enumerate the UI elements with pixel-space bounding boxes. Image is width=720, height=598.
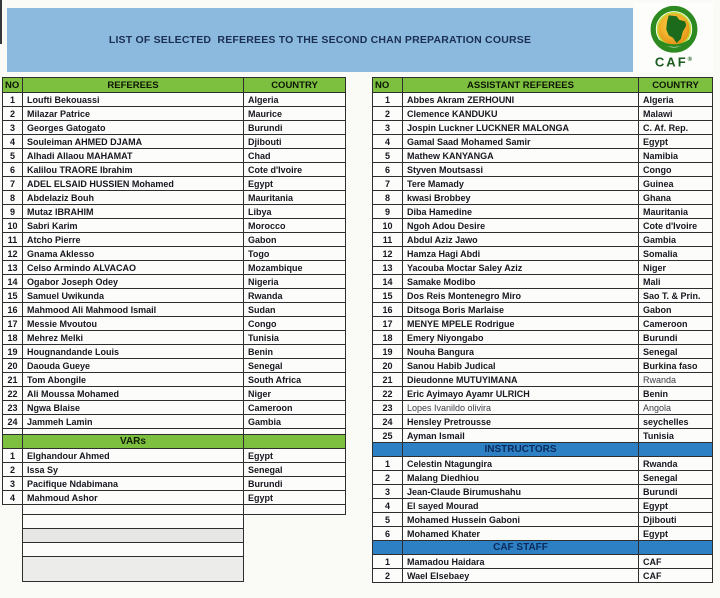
country-cell: Egypt: [639, 499, 713, 513]
name-cell: Celso Armindo ALVACAO: [23, 261, 244, 275]
name-cell: ADEL ELSAID HUSSIEN Mohamed: [23, 177, 244, 191]
table-row: [3, 463, 346, 477]
country-cell: Egypt: [639, 135, 713, 149]
row-number-cell: 10: [3, 219, 23, 233]
name-cell: Mathew KANYANGA: [403, 149, 639, 163]
table-row: [3, 331, 346, 345]
name-cell: Malang Diedhiou: [403, 471, 639, 485]
row-number-cell: 4: [373, 499, 403, 513]
country-cell: Malawi: [639, 107, 713, 121]
table-row: [3, 247, 346, 261]
table-row: [3, 401, 346, 415]
page-title: LIST OF SELECTED REFEREES TO THE SECOND CHAN PREPARATION COURSE: [108, 34, 532, 46]
country-cell: Namibia: [639, 149, 713, 163]
row-number-cell: 6: [3, 163, 23, 177]
table-row: [3, 289, 346, 303]
name-cell: Dos Reis Montenegro Miro: [403, 289, 639, 303]
country-cell: Senegal: [244, 463, 346, 477]
row-number-cell: 2: [3, 107, 23, 121]
table-row: [3, 93, 346, 107]
name-cell: Samake Modibo: [403, 275, 639, 289]
name-cell: Loufti Bekouassi: [23, 93, 244, 107]
row-number-cell: 3: [373, 121, 403, 135]
table-row: [373, 205, 713, 219]
row-number-cell: 11: [3, 233, 23, 247]
name-cell: Mahmoud Ashor: [23, 491, 244, 505]
table-row: [373, 163, 713, 177]
column-header-no: NO: [373, 78, 403, 93]
name-cell: Eric Ayimayo Ayamr ULRICH: [403, 387, 639, 401]
name-cell: Ngoh Adou Desire: [403, 219, 639, 233]
empty-row: [3, 543, 346, 557]
name-cell: Ayman Ismail: [403, 429, 639, 443]
name-cell: Jean-Claude Birumushahu: [403, 485, 639, 499]
table-row: [373, 93, 713, 107]
country-cell: Sao T. & Prin.: [639, 289, 713, 303]
name-cell: Lopes Ivanildo olivira: [403, 401, 639, 415]
name-cell: kwasi Brobbey: [403, 191, 639, 205]
row-number-cell: 3: [373, 485, 403, 499]
country-cell: Libya: [244, 205, 346, 219]
table-row: [373, 289, 713, 303]
row-number-cell: 4: [3, 135, 23, 149]
row-number-cell: 8: [373, 191, 403, 205]
table-row: [373, 373, 713, 387]
country-cell: Cote d'Ivoire: [244, 163, 346, 177]
name-cell: Hougnandande Louis: [23, 345, 244, 359]
name-cell: Daouda Gueye: [23, 359, 244, 373]
country-cell: Tunisia: [244, 331, 346, 345]
name-cell: Ditsoga Boris Marlaise: [403, 303, 639, 317]
column-header-referees: REFEREES: [23, 78, 244, 93]
instructors-section-header: [373, 443, 713, 457]
table-row: [3, 491, 346, 505]
row-number-cell: 25: [373, 429, 403, 443]
row-number-cell: 14: [373, 275, 403, 289]
empty-row: [3, 529, 346, 543]
table-row: [3, 135, 346, 149]
name-cell: Jospin Luckner LUCKNER MALONGA: [403, 121, 639, 135]
name-cell: Abbes Akram ZERHOUNI: [403, 93, 639, 107]
name-cell: Mamadou Haidara: [403, 555, 639, 569]
name-cell: Mohamed Hussein Gaboni: [403, 513, 639, 527]
row-number-cell: 20: [3, 359, 23, 373]
row-number-cell: 4: [3, 491, 23, 505]
table-row: [373, 415, 713, 429]
country-cell: Ghana: [639, 191, 713, 205]
country-cell: Mali: [639, 275, 713, 289]
name-cell: Messie Mvoutou: [23, 317, 244, 331]
row-number-cell: 15: [373, 289, 403, 303]
row-number-cell: 21: [373, 373, 403, 387]
table-row: [373, 387, 713, 401]
country-cell: Cameroon: [244, 401, 346, 415]
vars-section-header: [3, 435, 346, 449]
table-row: [373, 177, 713, 191]
table-row: [373, 135, 713, 149]
caf-staff-section-header: [373, 541, 713, 555]
name-cell: Kalilou TRAORE Ibrahim: [23, 163, 244, 177]
row-number-cell: 8: [3, 191, 23, 205]
row-number-cell: 20: [373, 359, 403, 373]
country-cell: Senegal: [639, 345, 713, 359]
name-cell: El sayed Mourad: [403, 499, 639, 513]
row-number-cell: 22: [373, 387, 403, 401]
table-row: [3, 477, 346, 491]
instructors-label: INSTRUCTORS: [403, 443, 639, 457]
country-cell: seychelles: [639, 415, 713, 429]
table-row: [373, 527, 713, 541]
table-row: [373, 261, 713, 275]
table-row: [3, 373, 346, 387]
name-cell: Celestin Ntagungira: [403, 457, 639, 471]
table-row: [373, 429, 713, 443]
name-cell: Abdul Aziz Jawo: [403, 233, 639, 247]
row-number-cell: 6: [373, 527, 403, 541]
table-row: [373, 121, 713, 135]
name-cell: Tom Abongile: [23, 373, 244, 387]
scan-edge-artifact: [0, 0, 2, 44]
row-number-cell: 1: [3, 93, 23, 107]
table-row: [373, 303, 713, 317]
row-number-cell: 21: [3, 373, 23, 387]
name-cell: Hensley Pretrousse: [403, 415, 639, 429]
referees-header: [3, 78, 346, 93]
country-cell: Chad: [244, 149, 346, 163]
country-cell: Rwanda: [639, 457, 713, 471]
table-row: [3, 121, 346, 135]
table-row: [3, 359, 346, 373]
assistant-referees-rows: [373, 93, 713, 443]
column-header-no: NO: [3, 78, 23, 93]
country-cell: Egypt: [244, 491, 346, 505]
table-row: [373, 317, 713, 331]
name-cell: Tere Mamady: [403, 177, 639, 191]
country-cell: Gabon: [639, 303, 713, 317]
name-cell: Ngwa Blaise: [23, 401, 244, 415]
row-number-cell: 13: [3, 261, 23, 275]
name-cell: Samuel Uwikunda: [23, 289, 244, 303]
name-cell: Gamal Saad Mohamed Samir: [403, 135, 639, 149]
table-row: [373, 275, 713, 289]
country-cell: Maurice: [244, 107, 346, 121]
caf-staff-section: [373, 541, 713, 555]
country-cell: Djibouti: [244, 135, 346, 149]
table-row: [373, 345, 713, 359]
row-number-cell: 2: [373, 107, 403, 121]
vars-label: VARs: [23, 435, 244, 449]
country-cell: Rwanda: [244, 289, 346, 303]
table-row: [3, 149, 346, 163]
country-cell: Senegal: [639, 471, 713, 485]
table-row: [373, 499, 713, 513]
country-cell: Guinea: [639, 177, 713, 191]
column-header-country: COUNTRY: [639, 78, 713, 93]
table-row: [3, 387, 346, 401]
country-cell: Benin: [244, 345, 346, 359]
empty-row: [3, 557, 346, 582]
empty-row: [3, 515, 346, 529]
name-cell: Mutaz IBRAHIM: [23, 205, 244, 219]
name-cell: Emery Niyongabo: [403, 331, 639, 345]
row-number-cell: 19: [3, 345, 23, 359]
caf-staff-label: CAF STAFF: [403, 541, 639, 555]
name-cell: Milazar Patrice: [23, 107, 244, 121]
name-cell: Sabri Karim: [23, 219, 244, 233]
name-cell: Styven Moutsassi: [403, 163, 639, 177]
row-number-cell: 9: [3, 205, 23, 219]
assistant-referees-header: [373, 78, 713, 93]
country-cell: Algeria: [639, 93, 713, 107]
name-cell: Issa Sy: [23, 463, 244, 477]
row-number-cell: 16: [3, 303, 23, 317]
table-row: [3, 449, 346, 463]
row-number-cell: 18: [3, 331, 23, 345]
country-cell: South Africa: [244, 373, 346, 387]
country-cell: Cameroon: [639, 317, 713, 331]
name-cell: Nouha Bangura: [403, 345, 639, 359]
row-number-cell: 22: [3, 387, 23, 401]
name-cell: Diba Hamedine: [403, 205, 639, 219]
row-number-cell: 11: [373, 233, 403, 247]
row-number-cell: 7: [3, 177, 23, 191]
table-row: [3, 191, 346, 205]
table-row: [3, 205, 346, 219]
vars-section: [3, 429, 346, 449]
table-row: [373, 401, 713, 415]
row-number-cell: 15: [3, 289, 23, 303]
table-row: [3, 107, 346, 121]
name-cell: Clemence KANDUKU: [403, 107, 639, 121]
table-row: [373, 513, 713, 527]
country-cell: Burundi: [639, 485, 713, 499]
name-cell: Alhadi Allaou MAHAMAT: [23, 149, 244, 163]
row-number-cell: 10: [373, 219, 403, 233]
country-cell: Egypt: [639, 527, 713, 541]
title-banner: [7, 8, 633, 72]
row-number-cell: 14: [3, 275, 23, 289]
table-row: [373, 485, 713, 499]
country-cell: Djibouti: [639, 513, 713, 527]
instructors-rows: [373, 457, 713, 541]
country-cell: CAF: [639, 569, 713, 583]
table-row: [3, 233, 346, 247]
country-cell: Mauritania: [639, 205, 713, 219]
name-cell: Dieudonne MUTUYIMANA: [403, 373, 639, 387]
row-number-cell: 12: [373, 247, 403, 261]
name-cell: Hamza Hagi Abdi: [403, 247, 639, 261]
name-cell: MENYE MPELE Rodrigue: [403, 317, 639, 331]
table-row: [373, 331, 713, 345]
table-row: [3, 275, 346, 289]
row-number-cell: 16: [373, 303, 403, 317]
row-number-cell: 1: [373, 93, 403, 107]
row-number-cell: 4: [373, 135, 403, 149]
assistant-referees-table: [372, 77, 713, 583]
name-cell: Mahmood Ali Mahmood Ismail: [23, 303, 244, 317]
row-number-cell: 1: [373, 457, 403, 471]
row-number-cell: 7: [373, 177, 403, 191]
country-cell: Congo: [639, 163, 713, 177]
name-cell: Ogabor Joseph Odey: [23, 275, 244, 289]
caf-logo-text: CAF®: [654, 54, 693, 70]
name-cell: Mohamed Khater: [403, 527, 639, 541]
table-row: [373, 149, 713, 163]
country-cell: Rwanda: [639, 373, 713, 387]
row-number-cell: 24: [3, 415, 23, 429]
country-cell: Egypt: [244, 177, 346, 191]
table-row: [3, 163, 346, 177]
table-row: [3, 415, 346, 429]
name-cell: Ali Moussa Mohamed: [23, 387, 244, 401]
caf-emblem-icon: [648, 5, 700, 57]
referees-table: [2, 77, 346, 582]
country-cell: Benin: [639, 387, 713, 401]
country-cell: Senegal: [244, 359, 346, 373]
table-row: [373, 191, 713, 205]
table-row: [373, 457, 713, 471]
row-number-cell: 17: [3, 317, 23, 331]
table-row: [373, 233, 713, 247]
row-number-cell: 9: [373, 205, 403, 219]
country-cell: CAF: [639, 555, 713, 569]
table-row: [3, 317, 346, 331]
country-cell: Cote d'Ivoire: [639, 219, 713, 233]
country-cell: C. Af. Rep.: [639, 121, 713, 135]
name-cell: Atcho Pierre: [23, 233, 244, 247]
row-number-cell: 5: [373, 513, 403, 527]
row-number-cell: 1: [3, 449, 23, 463]
country-cell: Congo: [244, 317, 346, 331]
table-row: [3, 177, 346, 191]
name-cell: Elghandour Ahmed: [23, 449, 244, 463]
row-number-cell: 23: [3, 401, 23, 415]
table-row: [373, 107, 713, 121]
country-cell: Burundi: [244, 477, 346, 491]
referees-rows: [3, 93, 346, 429]
row-number-cell: 6: [373, 163, 403, 177]
vars-rows: [3, 449, 346, 505]
table-row: [3, 345, 346, 359]
country-cell: Morocco: [244, 219, 346, 233]
name-cell: Georges Gatogato: [23, 121, 244, 135]
row-number-cell: 1: [373, 555, 403, 569]
table-row: [3, 219, 346, 233]
table-row: [3, 303, 346, 317]
row-number-cell: 23: [373, 401, 403, 415]
table-row: [373, 471, 713, 485]
country-cell: Egypt: [244, 449, 346, 463]
caf-logo: [634, 3, 713, 72]
country-cell: Burkina faso: [639, 359, 713, 373]
country-cell: Togo: [244, 247, 346, 261]
country-cell: Mozambique: [244, 261, 346, 275]
table-row: [373, 359, 713, 373]
name-cell: Souleiman AHMED DJAMA: [23, 135, 244, 149]
row-number-cell: 18: [373, 331, 403, 345]
table-row: [3, 261, 346, 275]
row-number-cell: 3: [3, 121, 23, 135]
row-number-cell: 24: [373, 415, 403, 429]
instructors-section: [373, 443, 713, 457]
column-header-country: COUNTRY: [244, 78, 346, 93]
country-cell: Tunisia: [639, 429, 713, 443]
row-number-cell: 17: [373, 317, 403, 331]
name-cell: Yacouba Moctar Saley Aziz: [403, 261, 639, 275]
name-cell: Wael Elsebaey: [403, 569, 639, 583]
name-cell: Gnama Aklesso: [23, 247, 244, 261]
country-cell: Gabon: [244, 233, 346, 247]
column-header-assistant-referees: ASSISTANT REFEREES: [403, 78, 639, 93]
name-cell: Pacifique Ndabimana: [23, 477, 244, 491]
country-cell: Burundi: [244, 121, 346, 135]
country-cell: Niger: [639, 261, 713, 275]
empty-row: [3, 505, 346, 515]
country-cell: Gambia: [244, 415, 346, 429]
row-number-cell: 2: [373, 471, 403, 485]
table-row: [373, 569, 713, 583]
country-cell: Sudan: [244, 303, 346, 317]
name-cell: Jammeh Lamin: [23, 415, 244, 429]
caf-staff-rows: [373, 555, 713, 583]
country-cell: Angola: [639, 401, 713, 415]
empty-rows: [3, 505, 346, 582]
table-row: [373, 555, 713, 569]
country-cell: Algeria: [244, 93, 346, 107]
country-cell: Nigeria: [244, 275, 346, 289]
row-number-cell: 12: [3, 247, 23, 261]
table-row: [373, 247, 713, 261]
table-row: [373, 219, 713, 233]
registered-mark: ®: [687, 57, 693, 63]
row-number-cell: 3: [3, 477, 23, 491]
name-cell: Abdelaziz Bouh: [23, 191, 244, 205]
country-cell: Burundi: [639, 331, 713, 345]
row-number-cell: 5: [373, 149, 403, 163]
name-cell: Mehrez Melki: [23, 331, 244, 345]
row-number-cell: 19: [373, 345, 403, 359]
country-cell: Mauritania: [244, 191, 346, 205]
country-cell: Somalia: [639, 247, 713, 261]
name-cell: Sanou Habib Judical: [403, 359, 639, 373]
country-cell: Niger: [244, 387, 346, 401]
row-number-cell: 5: [3, 149, 23, 163]
row-number-cell: 2: [373, 569, 403, 583]
country-cell: Gambia: [639, 233, 713, 247]
row-number-cell: 13: [373, 261, 403, 275]
row-number-cell: 2: [3, 463, 23, 477]
